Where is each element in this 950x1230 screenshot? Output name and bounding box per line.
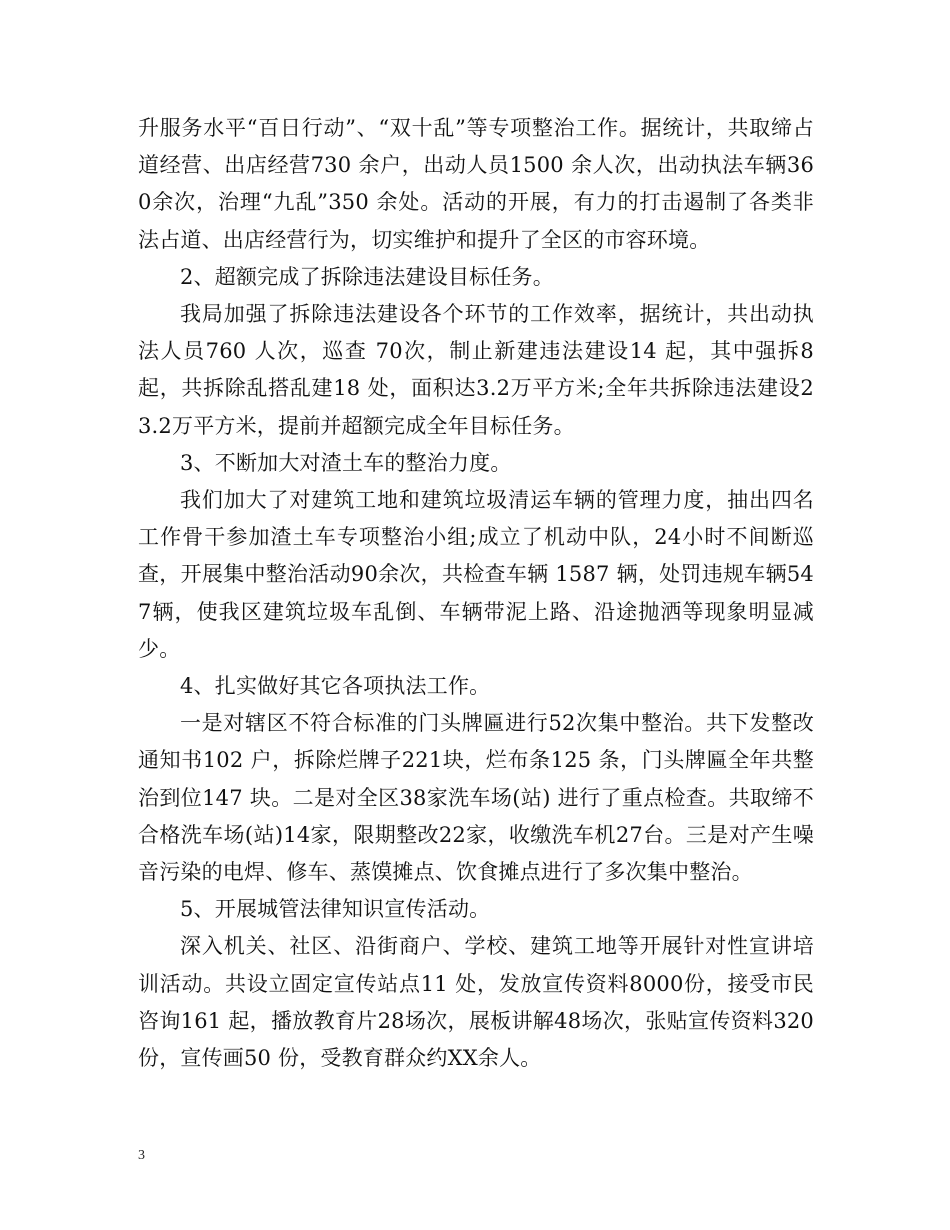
paragraph-legal-publicity: 深入机关、社区、沿街商户、学校、建筑工地等开展针对性宣讲培训活动。共设立固定宣传站点11 处，发放宣传资料8000份，接受市民咨询161 起，播放教育片28场次，展板讲解48场次，张贴宣传资料320份，宣传画50 份，受教育群众约XX余人。 (138, 934, 814, 1071)
page-number: 3 (138, 1148, 145, 1163)
heading-legal-publicity: 5、开展城管法律知识宣传活动。 (180, 897, 491, 922)
paragraph-demolition: 我局加强了拆除违法建设各个环节的工作效率，据统计，共出动执法人员760 人次，巡查 70次，制止新建违法建设14 起，其中强拆8起，共拆除乱搭乱建18 处，面积达3.2万平方米;全年共拆除违法建设23.2万平方米，提前并超额完成全年目标任务。 (138, 302, 814, 438)
document-page (138, 110, 814, 1077)
heading-muck-trucks: 3、不断加大对渣土车的整治力度。 (180, 450, 512, 475)
paragraph-muck-trucks: 我们加大了对建筑工地和建筑垃圾清运车辆的管理力度，抽出四名工作骨干参加渣土车专项整治小组;成立了机动中队，24小时不间断巡查，开展集中整治活动90余次，共检查车辆 1587 辆，处罚违规车辆547辆，使我区建筑垃圾车乱倒、车辆带泥上路、沿途抛洒等现象明显减少。 (138, 488, 814, 661)
heading-other-enforcement: 4、扎实做好其它各项执法工作。 (180, 674, 491, 699)
heading-demolition: 2、超额完成了拆除违法建设目标任务。 (180, 264, 554, 289)
paragraph-other-enforcement: 一是对辖区不符合标准的门头牌匾进行52次集中整治。共下发整改通知书102 户，拆除烂牌子221块，烂布条125 条，门头牌匾全年共整治到位147 块。二是对全区38家洗车场(站) 进行了重点检查。共取缔不合格洗车场(站)14家，限期整改22家，收缴洗车机27台。三是对产生噪音污染的电焊、修车、蒸馍摊点、饮食摊点进行了多次集中整治。 (138, 711, 814, 885)
paragraph-campaign-summary: 升服务水平“百日行动”、“双十乱”等专项整治工作。据统计，共取缔占道经营、出店经营730 余户，出动人员1500 余人次，出动执法车辆360余次，治理“九乱”350 余处。活动的开展，有力的打击遏制了各类非法占道、出店经营行为，切实维护和提升了全区的市容环境。 (138, 116, 814, 252)
